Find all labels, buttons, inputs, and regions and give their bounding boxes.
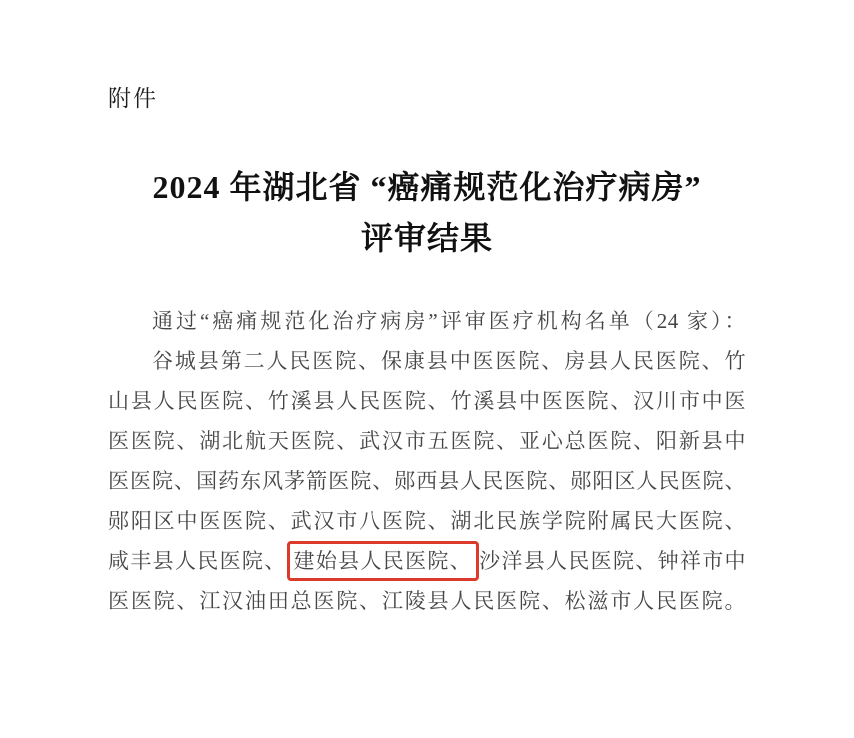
- document-title-line2: 评审结果: [360, 220, 493, 256]
- document-title-line1: 2024 年湖北省 “癌痛规范化治疗病房”: [152, 169, 702, 205]
- body-text-segment: 医医院、国药东风茅箭医院、郧西县人民医院、郧阳区人民医院、: [108, 469, 746, 493]
- document-body: [108, 301, 746, 621]
- body-text-segment: 医医院、湖北航天医院、武汉市五医院、亚心总医院、阳新县中: [108, 429, 746, 453]
- body-line: [108, 501, 746, 541]
- attachment-label: 附件: [108, 85, 158, 111]
- body-text-segment: 郧阳区中医医院、武汉市八医院、湖北民族学院附属民大医院、: [108, 509, 746, 533]
- body-text-segment: 沙洋县人民医院、钟祥市中: [479, 549, 747, 573]
- document-title: [0, 162, 854, 264]
- body-line: [108, 581, 746, 621]
- body-line: [108, 421, 746, 461]
- body-line: [108, 461, 746, 501]
- body-line: [108, 341, 746, 381]
- body-text-segment: 谷城县第二人民医院、保康县中医医院、房县人民医院、竹: [152, 349, 746, 373]
- body-text-segment: 山县人民医院、竹溪县人民医院、竹溪县中医医院、汉川市中医: [108, 389, 746, 413]
- body-line: [108, 301, 746, 341]
- body-line: [108, 541, 746, 581]
- body-text-segment: 咸丰县人民医院、: [108, 549, 287, 573]
- body-text-segment: 通过“癌痛规范化治疗病房”评审医疗机构名单（24 家）：: [152, 309, 746, 333]
- highlighted-hospital-red-box: 建始县人民医院、: [287, 541, 480, 581]
- body-line: [108, 381, 746, 421]
- body-text-segment: 医医院、江汉油田总医院、江陵县人民医院、松滋市人民医院。: [108, 589, 746, 613]
